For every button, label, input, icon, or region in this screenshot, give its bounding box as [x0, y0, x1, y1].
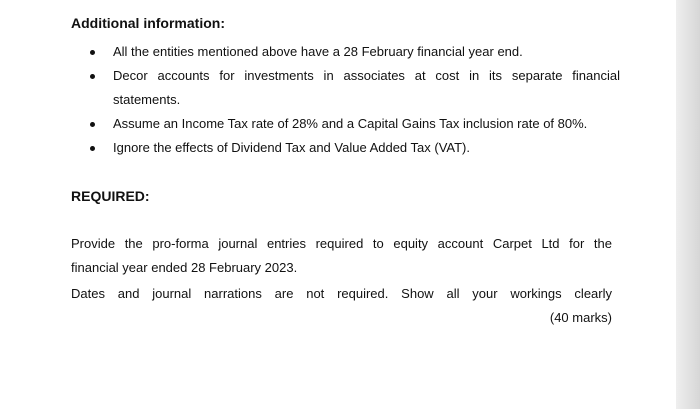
list-item [90, 112, 620, 136]
list-item [90, 64, 620, 112]
additional-information-list [90, 40, 620, 160]
list-item [90, 40, 620, 64]
bullet-text: Ignore the effects of Dividend Tax and Value Added Tax (VAT). [113, 140, 470, 155]
bullet-icon [90, 122, 95, 127]
bullet-text: Assume an Income Tax rate of 28% and a Capital Gains Tax inclusion rate of 80%. [113, 116, 588, 131]
page-edge [676, 0, 700, 409]
bullet-text: All the entities mentioned above have a 28 February financial year end. [113, 44, 523, 59]
required-paragraph-line-2: financial year ended 28 February 2023. [71, 260, 298, 275]
bullet-icon [90, 146, 95, 151]
additional-information-heading: Additional information: [71, 15, 225, 31]
list-item [90, 136, 620, 160]
required-heading: REQUIRED: [71, 188, 150, 204]
required-paragraph-2-line-1: Dates and journal narrations are not required. Show all your workings clearly [71, 286, 612, 301]
bullet-icon [90, 74, 95, 79]
bullet-text: Decor accounts for investments in associates at cost in its separate financial statements. [113, 68, 620, 107]
marks-label: (40 marks) [549, 310, 612, 325]
bullet-icon [90, 50, 95, 55]
required-paragraph-line-1: Provide the pro-forma journal entries required to equity account Carpet Ltd for the [71, 236, 612, 251]
